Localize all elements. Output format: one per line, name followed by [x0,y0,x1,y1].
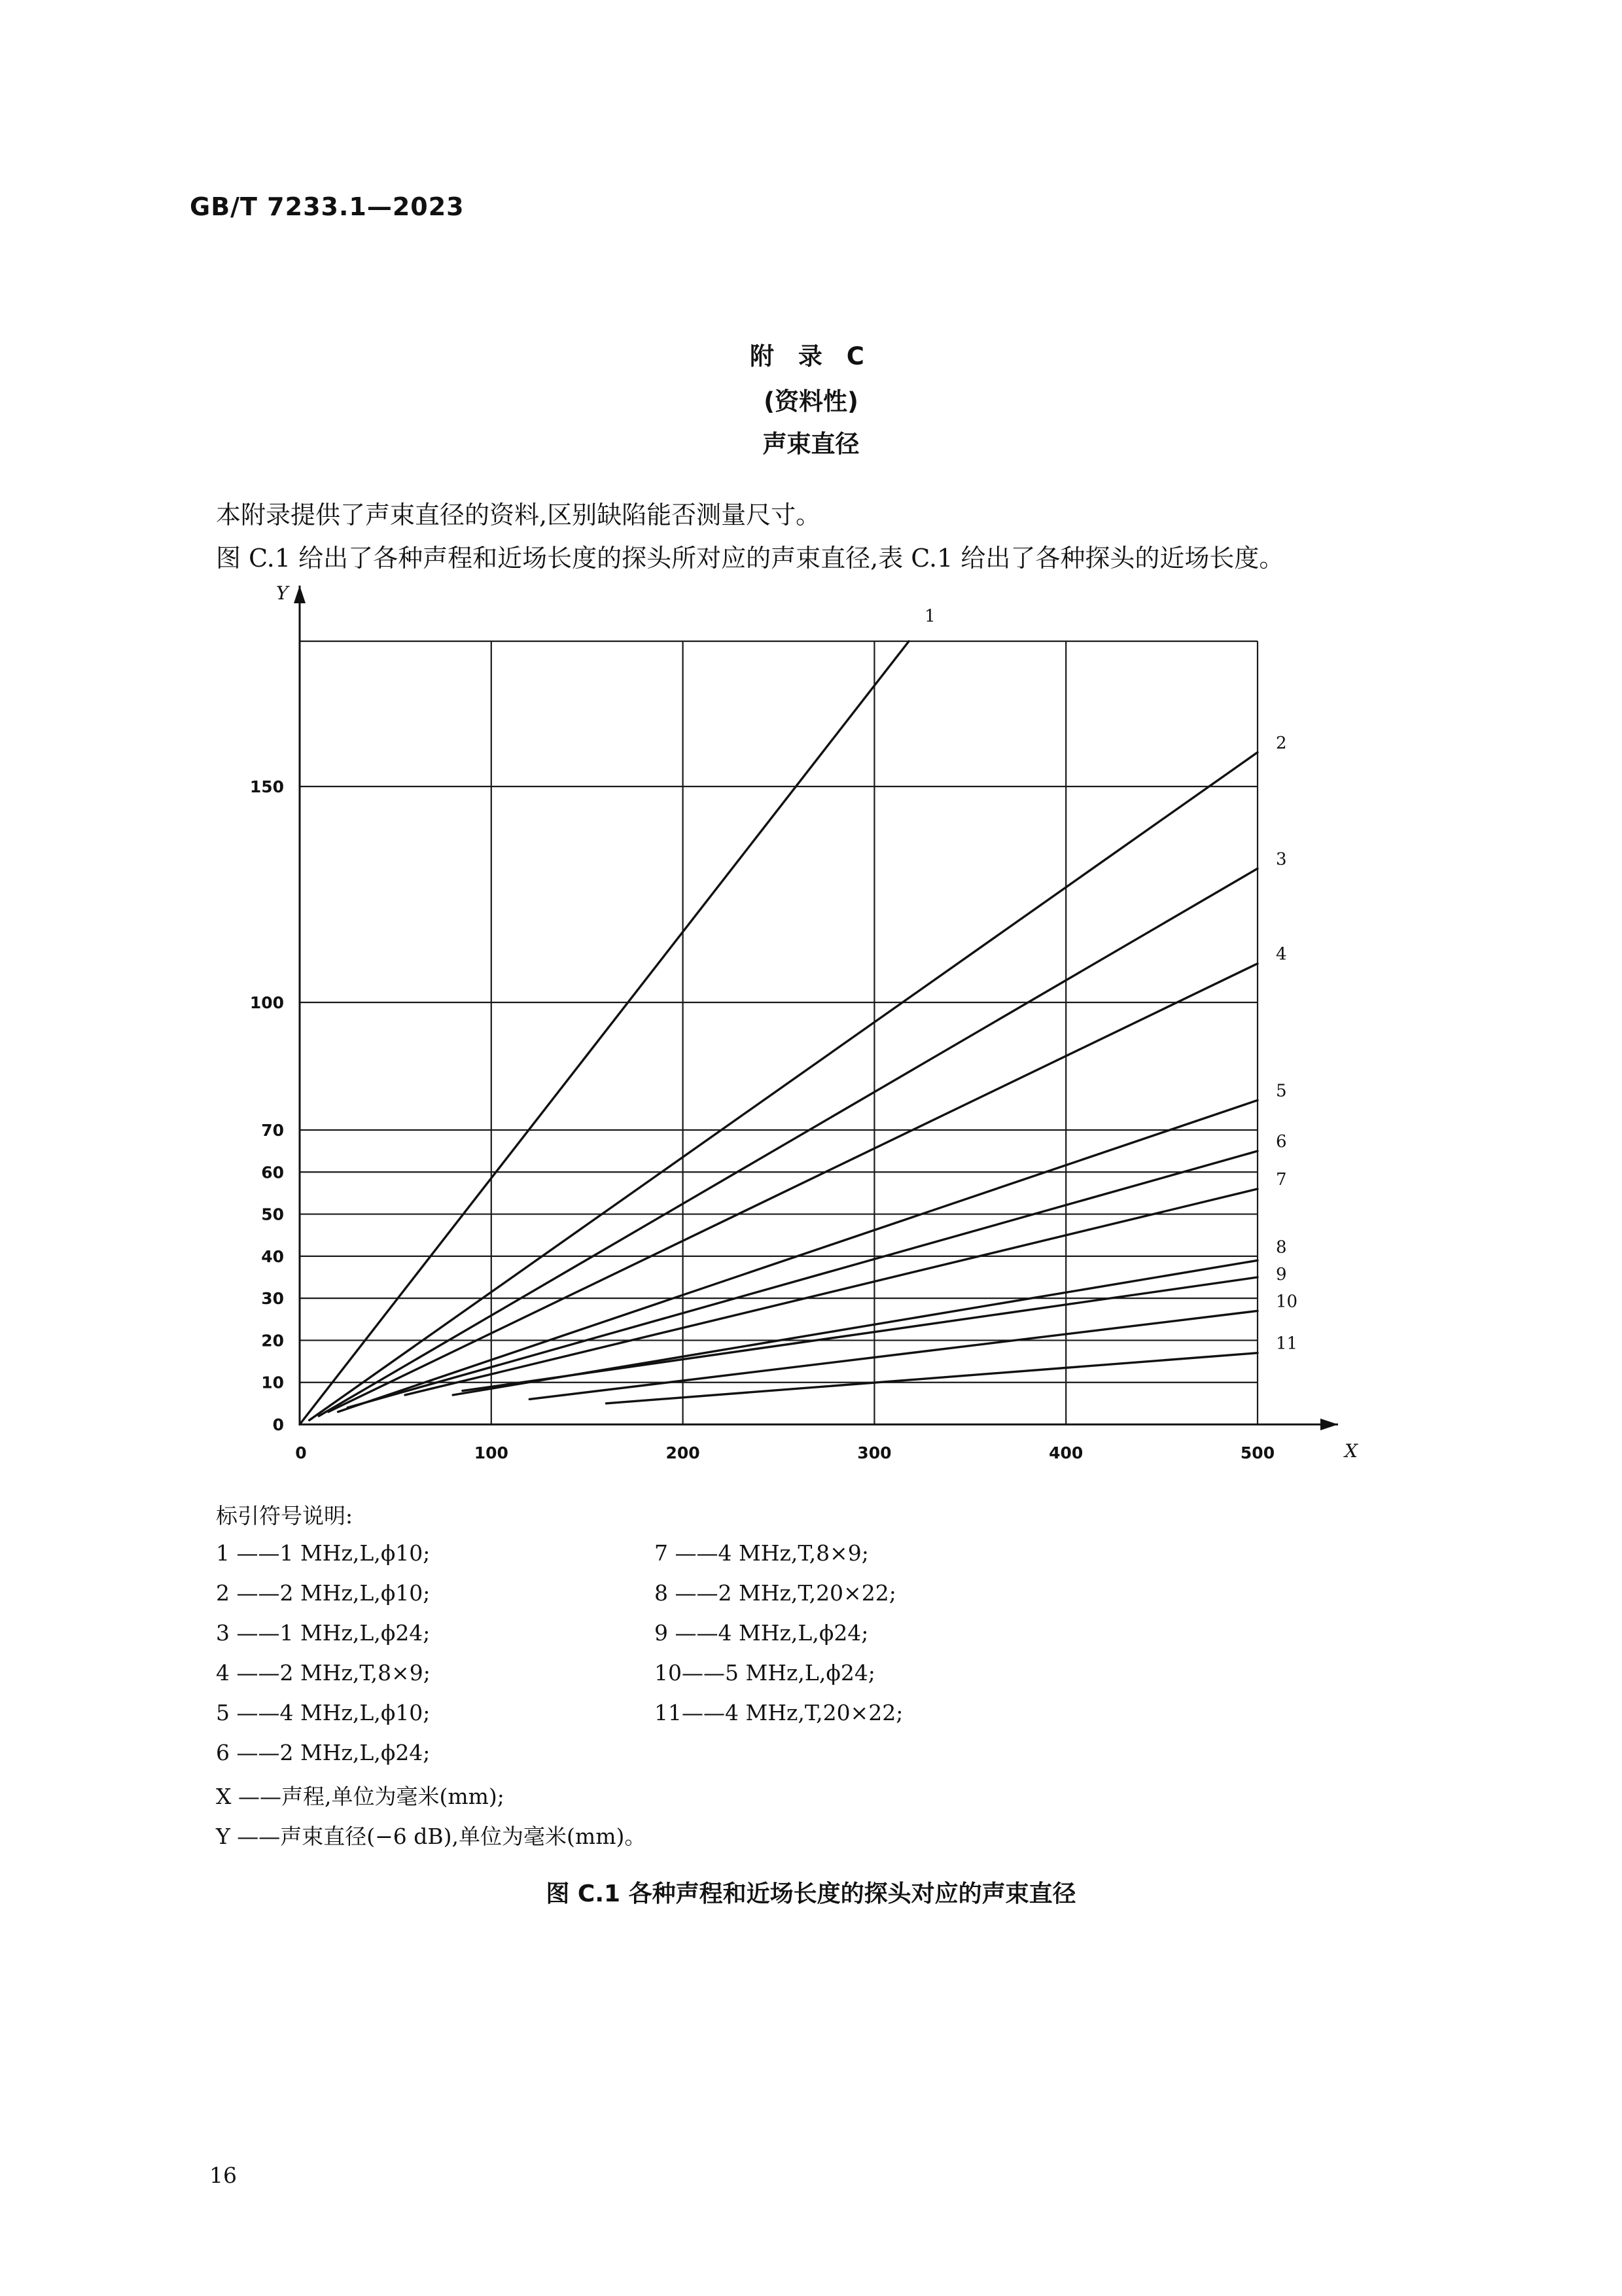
y-tick-label-70: 70 [261,1121,284,1140]
x-axis-arrow [1320,1419,1338,1430]
series-label-4: 4 [1276,944,1287,964]
x-tick-label-200: 200 [665,1443,700,1462]
annex-title: 附 录 C [750,342,872,370]
legend-entry: 11——4 MHz,T,20×22; [654,1700,904,1725]
y-axis-arrow [294,586,306,603]
annex-subtitle: (资料性) [764,387,858,415]
annex-name: 声束直径 [762,430,860,458]
series-line-9 [463,1277,1258,1391]
intro-paragraph: 本附录提供了声束直径的资料,区别缺陷能否测量尺寸。 [216,501,821,529]
legend-entry: Y ——声束直径(−6 dB),单位为毫米(mm)。 [216,1824,646,1849]
y-tick-label-50: 50 [261,1205,284,1224]
legend-entry: 8 ——2 MHz,T,20×22; [654,1580,896,1606]
y-tick-label-150: 150 [249,777,284,796]
legend-entry: 4 ——2 MHz,T,8×9; [216,1660,431,1686]
x-tick-label-400: 400 [1049,1443,1084,1462]
series-line-6 [347,1151,1258,1407]
x-axis-name: X [1345,1440,1358,1462]
legend-entry: 9 ——4 MHz,L,ϕ24; [654,1620,869,1646]
legend-entry: 3 ——1 MHz,L,ϕ24; [216,1620,431,1646]
document-code: GB/T 7233.1—2023 [190,192,465,221]
y-tick-label-60: 60 [261,1163,284,1182]
chart-axes [294,586,1338,1430]
x-tick-label-300: 300 [857,1443,892,1462]
figure-caption: 图 C.1 各种声程和近场长度的探头对应的声束直径 [546,1881,1076,1907]
x-tick-label-500: 500 [1240,1443,1275,1462]
legend-title: 标引符号说明: [216,1503,353,1528]
series-label-7: 7 [1276,1170,1287,1190]
series-label-6: 6 [1276,1132,1287,1152]
y-tick-label-10: 10 [261,1373,284,1392]
y-axis-name: Y [276,582,289,604]
chart-labels [250,582,1358,1462]
series-line-10 [529,1311,1258,1399]
y-tick-label-20: 20 [261,1331,284,1351]
legend-entry: X ——声程,单位为毫米(mm); [216,1784,504,1809]
series-label-1: 1 [925,607,936,626]
legend-entry: 2 ——2 MHz,L,ϕ10; [216,1580,431,1606]
y-tick-label-0: 0 [272,1415,284,1434]
chart-series [300,641,1258,1424]
series-label-11: 11 [1276,1333,1298,1354]
series-line-2 [309,752,1258,1421]
y-tick-label-100: 100 [249,993,284,1012]
series-line-1 [300,641,909,1424]
legend-entry: 7 ——4 MHz,T,8×9; [654,1540,869,1566]
figure-reference-paragraph: 图 C.1 给出了各种声程和近场长度的探头所对应的声束直径,表 C.1 给出了各种探头的近场长度。 [216,544,1284,573]
series-label-5: 5 [1276,1081,1287,1101]
series-label-9: 9 [1276,1265,1287,1284]
legend-entry: 1 ——1 MHz,L,ϕ10; [216,1540,431,1566]
series-label-8: 8 [1276,1237,1287,1258]
legend-entry: 6 ——2 MHz,L,ϕ24; [216,1740,431,1765]
page-number: 16 [209,2163,237,2188]
series-label-2: 2 [1276,733,1287,753]
series-label-3: 3 [1276,849,1287,870]
series-line-3 [319,868,1258,1416]
series-label-10: 10 [1276,1292,1298,1312]
y-tick-label-30: 30 [261,1289,284,1309]
legend-entry: 10——5 MHz,L,ϕ24; [654,1660,875,1686]
legend-entry: 5 ——4 MHz,L,ϕ10; [216,1700,431,1725]
x-tick-label-100: 100 [474,1443,508,1462]
y-tick-label-40: 40 [261,1246,284,1266]
x-tick-label-0: 0 [295,1443,307,1462]
